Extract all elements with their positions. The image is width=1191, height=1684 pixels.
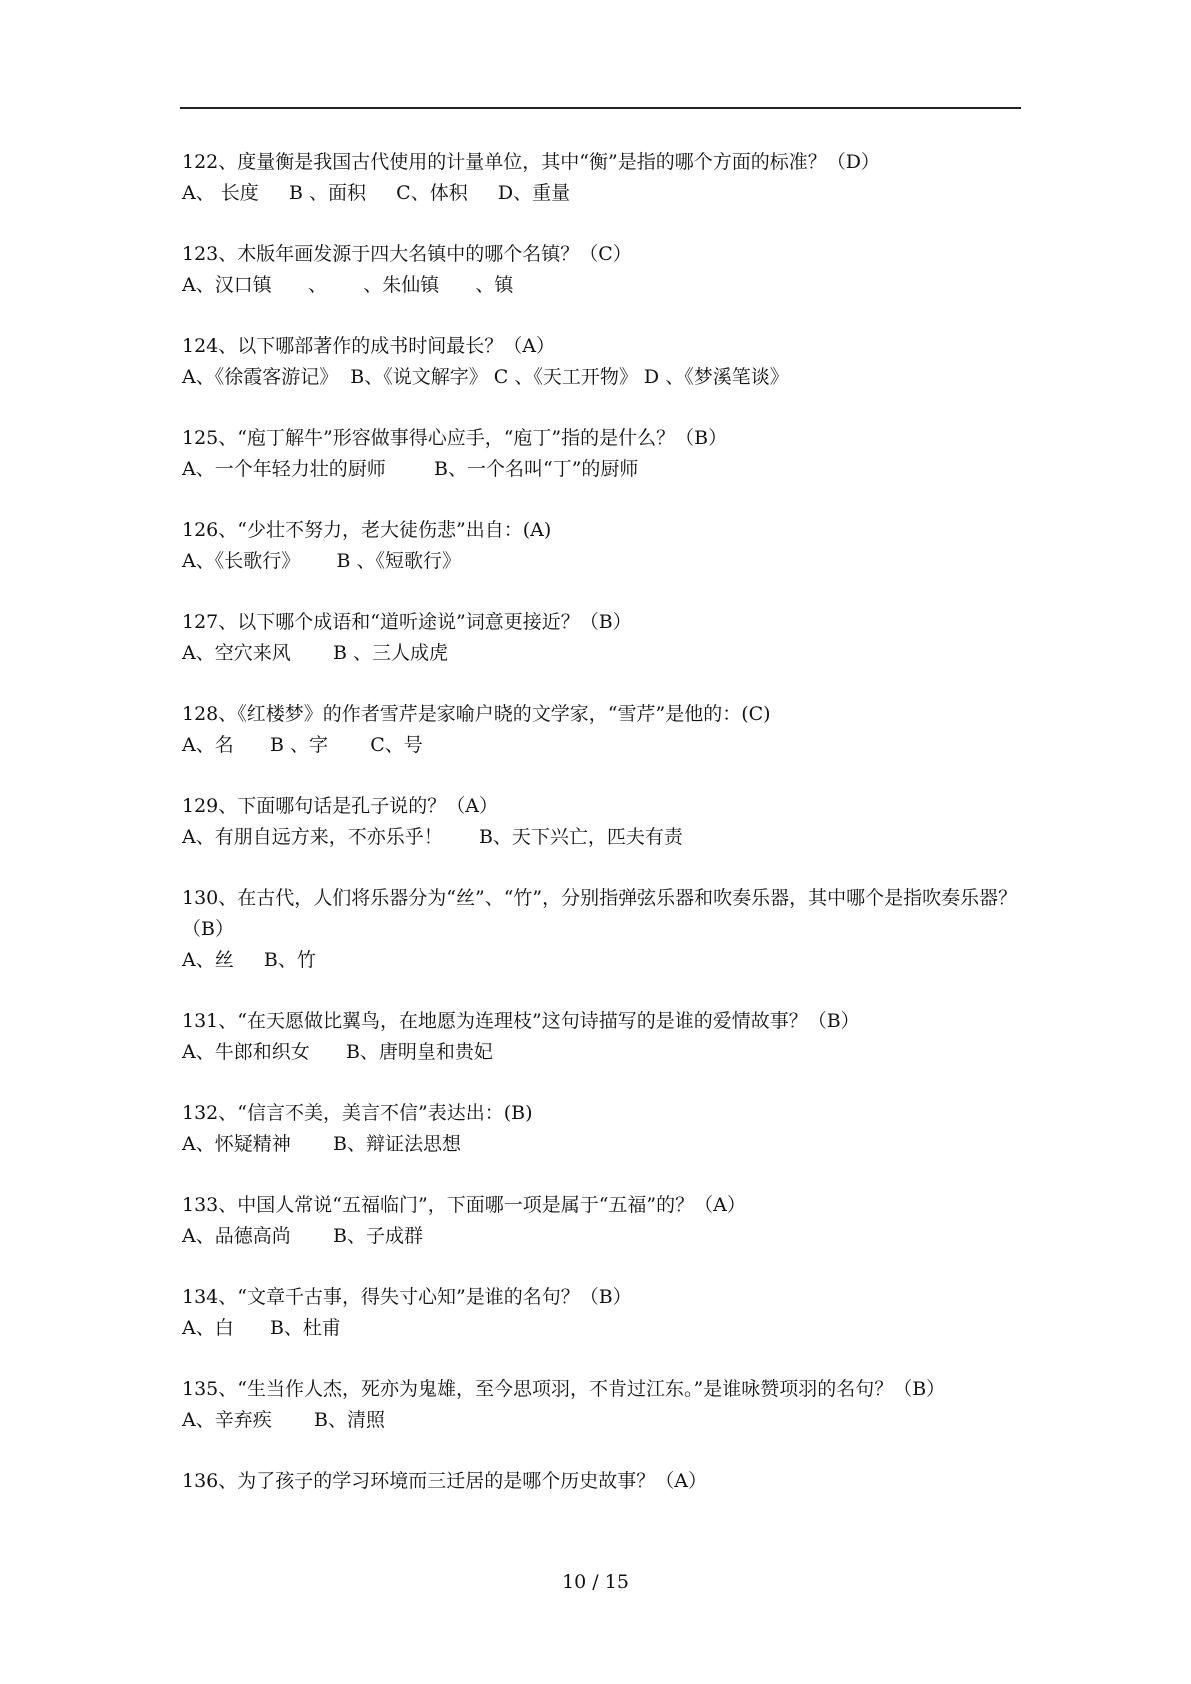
question-stem: 129、下面哪句话是孔子说的？（A） xyxy=(182,795,498,817)
question-136 xyxy=(182,1466,1022,1497)
question-options: A、名 B 、字 C、号 xyxy=(182,734,423,756)
question-stem: 126、“少壮不努力，老大徒伤悲”出自：(A) xyxy=(182,519,552,541)
question-options: A、品德高尚 B、子成群 xyxy=(182,1225,423,1247)
question-stem: 122、度量衡是我国古代使用的计量单位，其中“衡”是指的哪个方面的标准？（D） xyxy=(182,151,880,173)
question-list xyxy=(182,147,1022,1527)
question-options: A、《徐霞客游记》 B、《说文解字》 C 、《天工开物》 D 、《梦溪笔谈》 xyxy=(182,366,789,388)
page-number: 10 / 15 xyxy=(562,1571,629,1593)
question-131 xyxy=(182,1006,1022,1068)
question-options: A、空穴来风 B 、三人成虎 xyxy=(182,642,449,664)
question-129 xyxy=(182,791,1022,853)
question-options: A、辛弃疾 B、清照 xyxy=(182,1409,385,1431)
header-rule xyxy=(180,107,1021,109)
question-125 xyxy=(182,423,1022,485)
question-stem: 124、以下哪部著作的成书时间最长？（A） xyxy=(182,335,555,357)
question-stem: 123、木版年画发源于四大名镇中的哪个名镇？（C） xyxy=(182,243,632,265)
question-122 xyxy=(182,147,1022,209)
question-stem: 131、“在天愿做比翼鸟，在地愿为连理枝”这句诗描写的是谁的爱情故事？（B） xyxy=(182,1010,860,1032)
question-130 xyxy=(182,883,1022,976)
question-options: A、丝 B、竹 xyxy=(182,949,316,971)
question-124 xyxy=(182,331,1022,393)
question-options: A、汉口镇 、 、朱仙镇 、镇 xyxy=(182,274,514,296)
question-options: A、一个年轻力壮的厨师 B、一个名叫“丁”的厨师 xyxy=(182,458,639,480)
question-133 xyxy=(182,1190,1022,1252)
question-127 xyxy=(182,607,1022,669)
question-126 xyxy=(182,515,1022,577)
question-stem: 134、“文章千古事，得失寸心知”是谁的名句？（B） xyxy=(182,1286,632,1308)
question-stem: 135、“生当作人杰，死亦为鬼雄，至今思项羽，不肯过江东。”是谁咏赞项羽的名句？（B） xyxy=(182,1378,946,1400)
question-123 xyxy=(182,239,1022,301)
question-options: A、 长度 B 、面积 C、体积 D、重量 xyxy=(182,182,571,204)
question-stem: 133、中国人常说“五福临门”，下面哪一项是属于“五福”的？（A） xyxy=(182,1194,746,1216)
question-135 xyxy=(182,1374,1022,1436)
question-stem: 136、为了孩子的学习环境而三迁居的是哪个历史故事？（A） xyxy=(182,1470,707,1492)
question-options: A、怀疑精神 B、辩证法思想 xyxy=(182,1133,461,1155)
question-options: A、有朋自远方来，不亦乐乎！ B、天下兴亡，匹夫有责 xyxy=(182,826,683,848)
question-options: A、《长歌行》 B 、《短歌行》 xyxy=(182,550,461,572)
question-stem: 132、“信言不美，美言不信”表达出：(B) xyxy=(182,1102,533,1124)
question-128 xyxy=(182,699,1022,761)
question-stem: 127、以下哪个成语和“道听途说”词意更接近？（B） xyxy=(182,611,632,633)
question-132 xyxy=(182,1098,1022,1160)
question-options: A、牛郎和织女 B、唐明皇和贵妃 xyxy=(182,1041,493,1063)
question-134 xyxy=(182,1282,1022,1344)
question-stem: 130、在古代，人们将乐器分为“丝”、“竹”，分别指弹弦乐器和吹奏乐器，其中哪个是指吹奏乐器？（B） xyxy=(182,887,1018,940)
question-stem: 125、“庖丁解牛”形容做事得心应手，“庖丁”指的是什么？（B） xyxy=(182,427,728,449)
question-stem: 128、《红楼梦》的作者雪芹是家喻户晓的文学家，“雪芹”是他的：(C) xyxy=(182,703,771,725)
question-options: A、白 B、杜甫 xyxy=(182,1317,341,1339)
